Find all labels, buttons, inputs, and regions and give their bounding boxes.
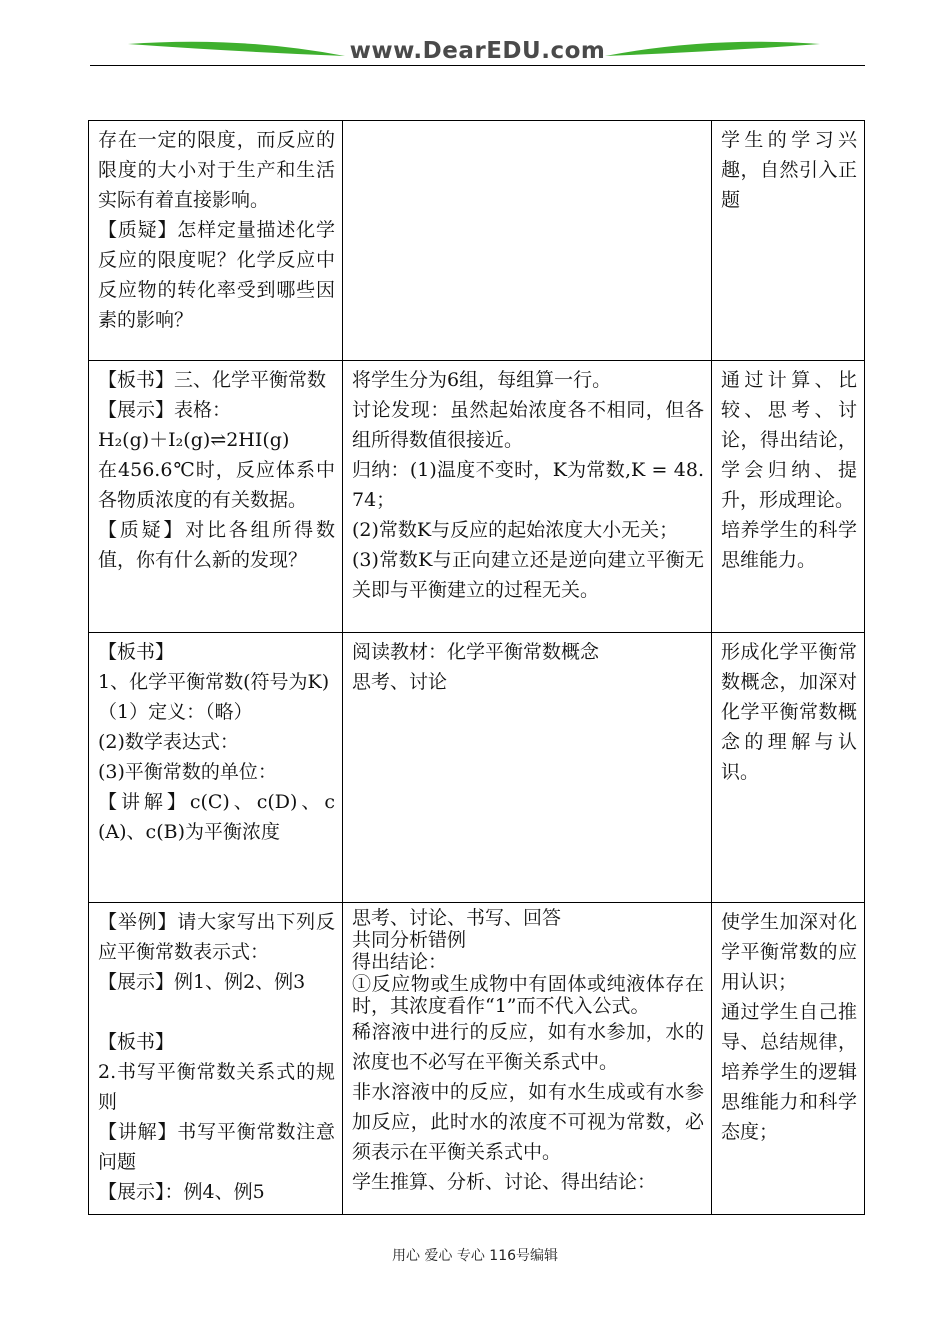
cell-paragraph: 归纳：(1)温度不变时，K为常数,K = 48.74； bbox=[352, 459, 704, 511]
cell-paragraph: （1）定义：（略） bbox=[98, 701, 253, 723]
cell-paragraph: 【质疑】对比各组所得数值，你有什么新的发现？ bbox=[98, 519, 335, 571]
cell-paragraph: 通过学生自己推导、总结规律，培养学生的逻辑思维能力和科学态度； bbox=[721, 1001, 857, 1143]
right-swoosh-icon bbox=[605, 42, 820, 56]
cell-paragraph: ①反应物或生成物中有固体或纯液体存在时，其浓度看作“1”而不代入公式。 bbox=[352, 973, 704, 1017]
cell-paragraph: 形成化学平衡常数概念，加深对化学平衡常数概念的理解与认识。 bbox=[721, 641, 857, 783]
page-header bbox=[0, 0, 950, 80]
left-swoosh-icon bbox=[128, 42, 345, 56]
cell-paragraph: 思考、讨论 bbox=[352, 671, 448, 693]
cell-paragraph: 【展示】：例4、例5 bbox=[98, 1181, 265, 1203]
page-footer: 用心 爱心 专心 116号编辑 bbox=[391, 1248, 559, 1264]
cell-paragraph: 得出结论： bbox=[352, 951, 448, 973]
cell-paragraph: 存在一定的限度，而反应的限度的大小对于生产和生活实际有着直接影响。 bbox=[98, 129, 335, 211]
cell-paragraph: 非水溶液中的反应，如有水生成或有水参加反应，此时水的浓度不可视为常数，必须表示在平衡关系式中。 bbox=[352, 1081, 704, 1163]
student-cell bbox=[343, 903, 712, 1215]
student-cell bbox=[343, 121, 712, 361]
purpose-cell bbox=[712, 121, 865, 361]
cell-paragraph: 1、化学平衡常数(符号为K) bbox=[98, 671, 330, 693]
cell-paragraph: 【板书】 bbox=[98, 1031, 175, 1053]
cell-paragraph: 思考、讨论、书写、回答 bbox=[352, 907, 562, 929]
cell-paragraph: 学生推算、分析、讨论、得出结论： bbox=[352, 1171, 657, 1193]
student-cell bbox=[343, 361, 712, 633]
cell-paragraph: (2)常数K与反应的起始浓度大小无关； bbox=[352, 519, 679, 541]
cell-paragraph: (2)数学表达式： bbox=[98, 731, 239, 753]
cell-paragraph: 讨论发现：虽然起始浓度各不相同，但各组所得数值很接近。 bbox=[352, 399, 704, 451]
cell-paragraph: 【展示】表格： bbox=[98, 399, 232, 421]
cell-paragraph: 使学生加深对化学平衡常数的应用认识； bbox=[721, 911, 857, 993]
cell-paragraph: 共同分析错例 bbox=[352, 929, 467, 951]
cell-paragraph: 【讲解】书写平衡常数注意问题 bbox=[98, 1121, 335, 1173]
teacher-cell bbox=[89, 903, 343, 1215]
cell-paragraph: 【质疑】怎样定量描述化学反应的限度呢？化学反应中反应物的转化率受到哪些因素的影响？ bbox=[98, 219, 335, 331]
blank-line bbox=[98, 997, 335, 1027]
cell-paragraph: 【板书】 bbox=[98, 641, 175, 663]
teacher-cell bbox=[89, 361, 343, 633]
cell-paragraph: 2.书写平衡常数关系式的规则 bbox=[98, 1061, 335, 1113]
teacher-cell bbox=[89, 633, 343, 903]
table-row bbox=[89, 121, 865, 361]
table-row bbox=[89, 361, 865, 633]
cell-paragraph: 稀溶液中进行的反应，如有水参加，水的浓度也不必写在平衡关系式中。 bbox=[352, 1021, 704, 1073]
cell-paragraph: 阅读教材：化学平衡常数概念 bbox=[352, 641, 600, 663]
table-row bbox=[89, 633, 865, 903]
cell-paragraph: 将学生分为6组，每组算一行。 bbox=[352, 369, 612, 391]
cell-paragraph: 通过计算、比较、思考、讨论，得出结论，学会归纳、提升，形成理论。 bbox=[721, 369, 857, 511]
site-brand: www.DearEDU.com bbox=[349, 38, 606, 64]
cell-paragraph: 【板书】三、化学平衡常数 bbox=[98, 369, 327, 391]
reaction-equation: H₂(g)＋I₂(g)⇌2HI(g) bbox=[98, 429, 290, 451]
student-cell bbox=[343, 633, 712, 903]
cell-paragraph: 学生的学习兴趣，自然引入正题 bbox=[721, 129, 857, 211]
cell-paragraph: 【展示】例1、例2、例3 bbox=[98, 971, 306, 993]
header-rule bbox=[90, 65, 865, 66]
purpose-cell bbox=[712, 633, 865, 903]
cell-paragraph: (3)常数K与正向建立还是逆向建立平衡无关即与平衡建立的过程无关。 bbox=[352, 549, 704, 601]
purpose-cell bbox=[712, 903, 865, 1215]
cell-paragraph: 【举例】请大家写出下列反应平衡常数表示式： bbox=[98, 911, 335, 963]
purpose-cell bbox=[712, 361, 865, 633]
cell-paragraph: 【讲解】c(C)、c(D)、c(A)、c(B)为平衡浓度 bbox=[98, 791, 335, 843]
table-row bbox=[89, 903, 865, 1215]
cell-paragraph: 培养学生的科学思维能力。 bbox=[721, 519, 857, 571]
lesson-plan-table bbox=[88, 120, 865, 1215]
cell-paragraph: (3)平衡常数的单位： bbox=[98, 761, 277, 783]
cell-paragraph: 在456.6℃时，反应体系中各物质浓度的有关数据。 bbox=[98, 459, 335, 511]
teacher-cell bbox=[89, 121, 343, 361]
